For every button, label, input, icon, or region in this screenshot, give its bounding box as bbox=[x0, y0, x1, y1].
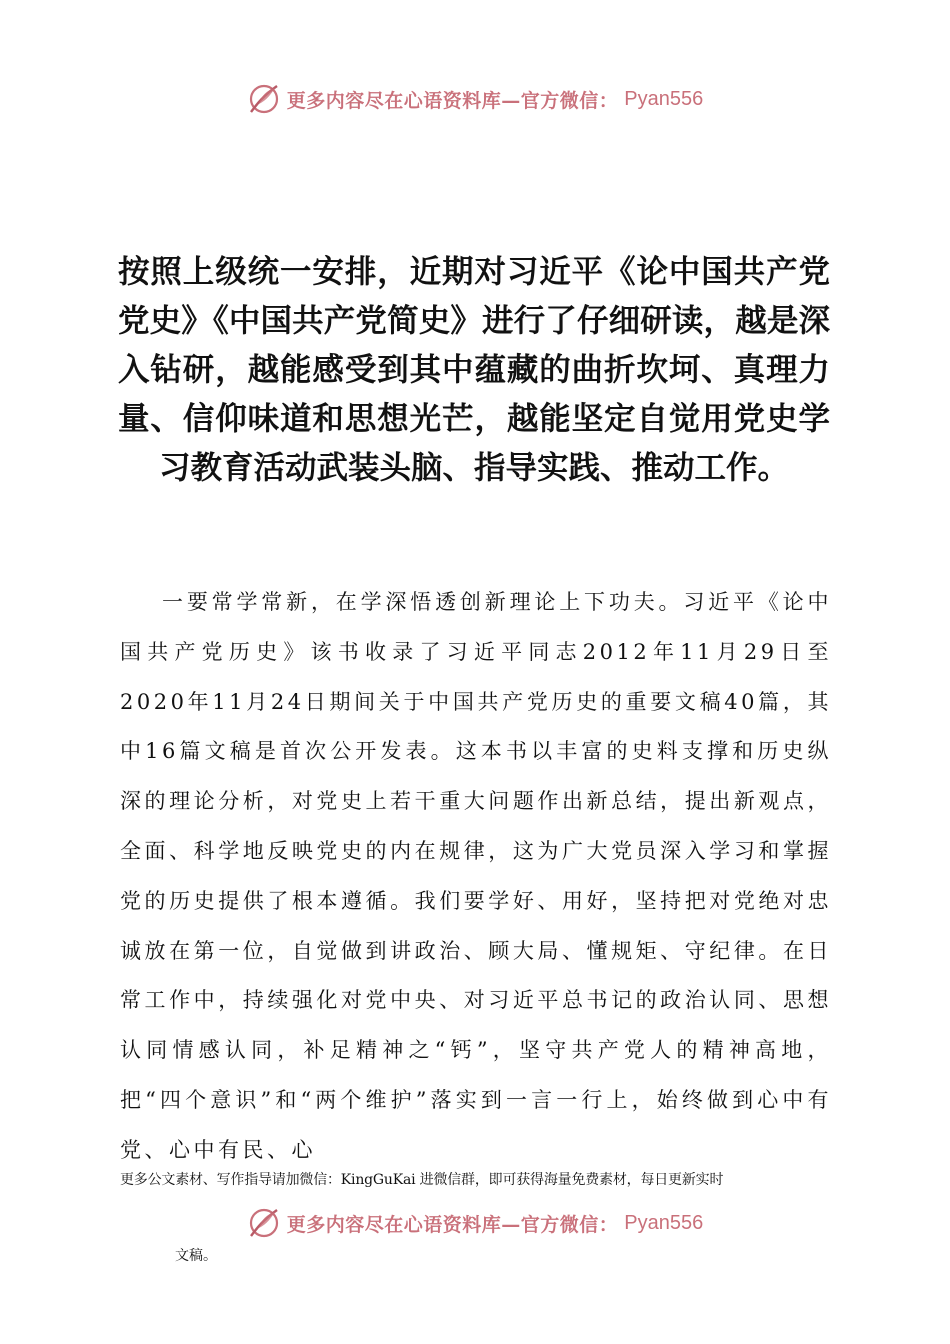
footer-watermark bbox=[0, 1206, 950, 1240]
footer-note: 更多公文素材、写作指导请加微信：KingGuKai 进微信群，即可获得海量免费素材，每日更新实时 bbox=[120, 1172, 724, 1188]
header-watermark bbox=[0, 82, 950, 116]
watermark-text: 更多内容尽在心语资料库—官方微信： bbox=[286, 1213, 619, 1236]
feather-logo-icon bbox=[247, 1206, 281, 1240]
feather-logo-icon bbox=[247, 82, 281, 116]
body-paragraph: 一要常学常新，在学深悟透创新理论上下功夫。习近平《论中国共产党历史》该书收录了习近平同志2012年11月29日至2020年11月24日期间关于中国共产党历史的重要文稿40篇，其中16篇文稿是首次公开发表。这本书以丰富的史料支撑和历史纵深的理论分析，对党史上若干重大问题作出新总结，提出新观点，全面、科学地反映党史的内在规律，这为广大党员深入学习和掌握党的历史提供了根本遵循。我们要学好、用好，坚持把对党绝对忠诚放在第一位，自觉做到讲政治、顾大局、懂规矩、守纪律。在日常工作中，持续强化对党中央、对习近平总书记的政治认同、思想认同情感认同，补足精神之“钙”，坚守共产党人的精神高地，把“四个意识”和“两个维护”落实到一言一行上，始终做到心中有党、心中有民、心 bbox=[120, 590, 832, 1162]
footer-note-continuation: 文稿。 bbox=[175, 1248, 217, 1264]
watermark-wechat-id: Pyan556 bbox=[624, 1211, 704, 1234]
document-title: 按照上级统一安排，近期对习近平《论中国共产党党史》《中国共产党简史》进行了仔细研读，越是深入钻研，越能感受到其中蕴藏的曲折坎坷、真理力量、信仰味道和思想光芒，越能坚定自觉用党史学习教育活动武装头脑、指导实践、推动工作。 bbox=[118, 254, 830, 486]
watermark-wechat-id: Pyan556 bbox=[624, 87, 704, 110]
watermark-text: 更多内容尽在心语资料库—官方微信： bbox=[286, 89, 619, 112]
